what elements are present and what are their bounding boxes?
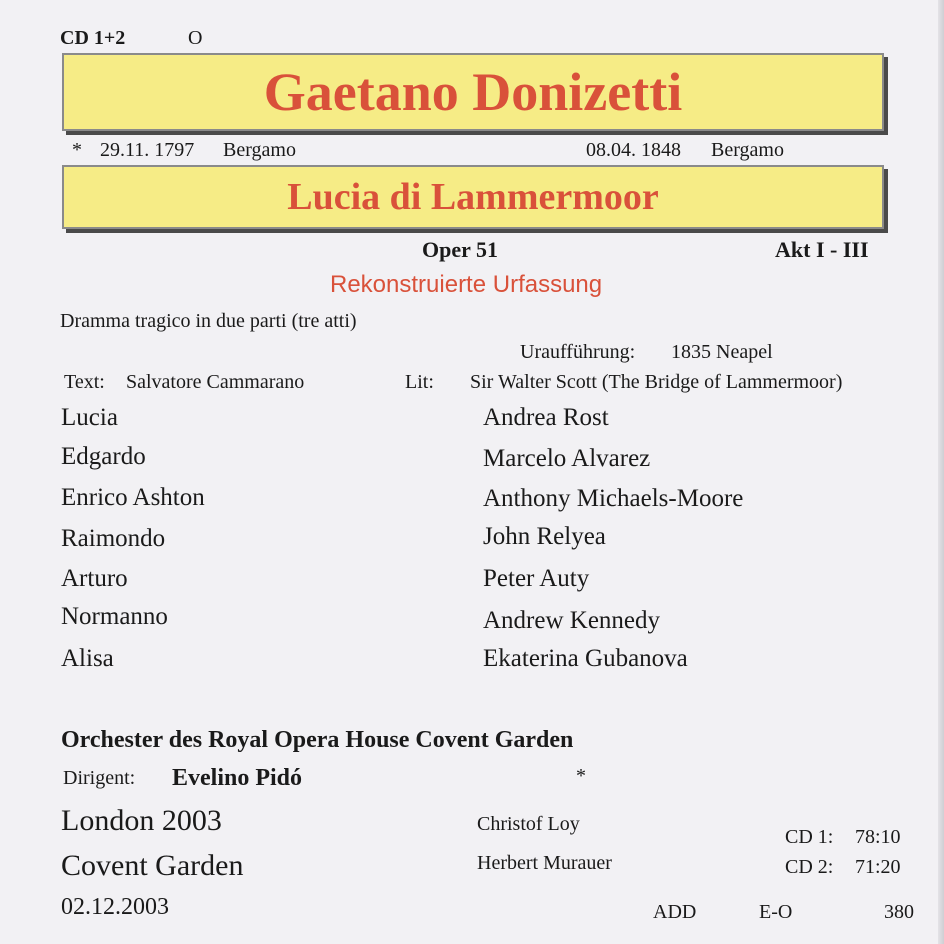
cast-singer: Ekaterina Gubanova	[483, 645, 688, 672]
genre: Dramma tragico in due parti (tre atti)	[60, 310, 357, 332]
cast-role: Alisa	[61, 645, 114, 672]
birth-place: Bergamo	[223, 139, 296, 161]
work-title: Lucia di Lammermoor	[287, 176, 659, 218]
cast-role: Raimondo	[61, 525, 166, 552]
cd-label: CD 1+2	[60, 27, 126, 49]
acts: Akt I - III	[775, 237, 869, 262]
cast-singer: Andrew Kennedy	[483, 607, 661, 634]
cast-singer: Anthony Michaels-Moore	[483, 485, 744, 512]
cd-duration-label: CD 1:	[785, 826, 834, 848]
composer-banner	[62, 53, 884, 131]
designer: Herbert Murauer	[477, 852, 612, 874]
cd-duration-label: CD 2:	[785, 856, 834, 878]
conductor: Evelino Pidó	[172, 765, 303, 791]
death-place: Bergamo	[711, 139, 784, 161]
lit-source: Sir Walter Scott (The Bridge of Lammermoor)	[470, 371, 843, 393]
death-date: 08.04. 1848	[586, 139, 681, 161]
city-year: London 2003	[61, 804, 222, 837]
opus: Oper 51	[422, 237, 498, 262]
catalog-number: 380	[884, 901, 914, 923]
text-author: Salvatore Cammarano	[126, 371, 305, 393]
cast-singer: Marcelo Alvarez	[483, 445, 651, 472]
recording-type: ADD	[653, 901, 697, 923]
cd-duration-time: 78:10	[855, 826, 901, 848]
cast-singer: Andrea Rost	[483, 404, 609, 431]
conductor-asterisk: *	[576, 765, 586, 787]
birth-date: 29.11. 1797	[100, 139, 195, 161]
birth-symbol: *	[72, 139, 82, 161]
catalog-code: E-O	[759, 901, 793, 923]
cd-duration-time: 71:20	[855, 856, 901, 878]
cast-role: Arturo	[61, 565, 128, 592]
cast-role: Enrico Ashton	[61, 484, 205, 511]
venue: Covent Garden	[61, 849, 244, 882]
cast-singer: John Relyea	[483, 523, 606, 550]
page-edge	[938, 0, 944, 944]
premiere-value: 1835 Neapel	[671, 341, 773, 363]
version: Rekonstruierte Urfassung	[330, 271, 603, 298]
director: Christof Loy	[477, 813, 580, 835]
cast-role: Lucia	[61, 404, 118, 431]
cast-singer: Peter Auty	[483, 565, 590, 592]
cast-role: Normanno	[61, 603, 168, 630]
lit-label: Lit:	[405, 371, 434, 393]
conductor-label: Dirigent:	[63, 767, 136, 789]
orchestra: Orchester des Royal Opera House Covent Garden	[61, 727, 574, 753]
performance-date: 02.12.2003	[61, 894, 169, 920]
header-mark: O	[188, 27, 203, 49]
cast-role: Edgardo	[61, 443, 146, 470]
text-label: Text:	[64, 371, 105, 393]
premiere-label: Uraufführung:	[520, 341, 636, 363]
work-title-banner	[62, 165, 884, 229]
composer-name: Gaetano Donizetti	[263, 62, 683, 122]
